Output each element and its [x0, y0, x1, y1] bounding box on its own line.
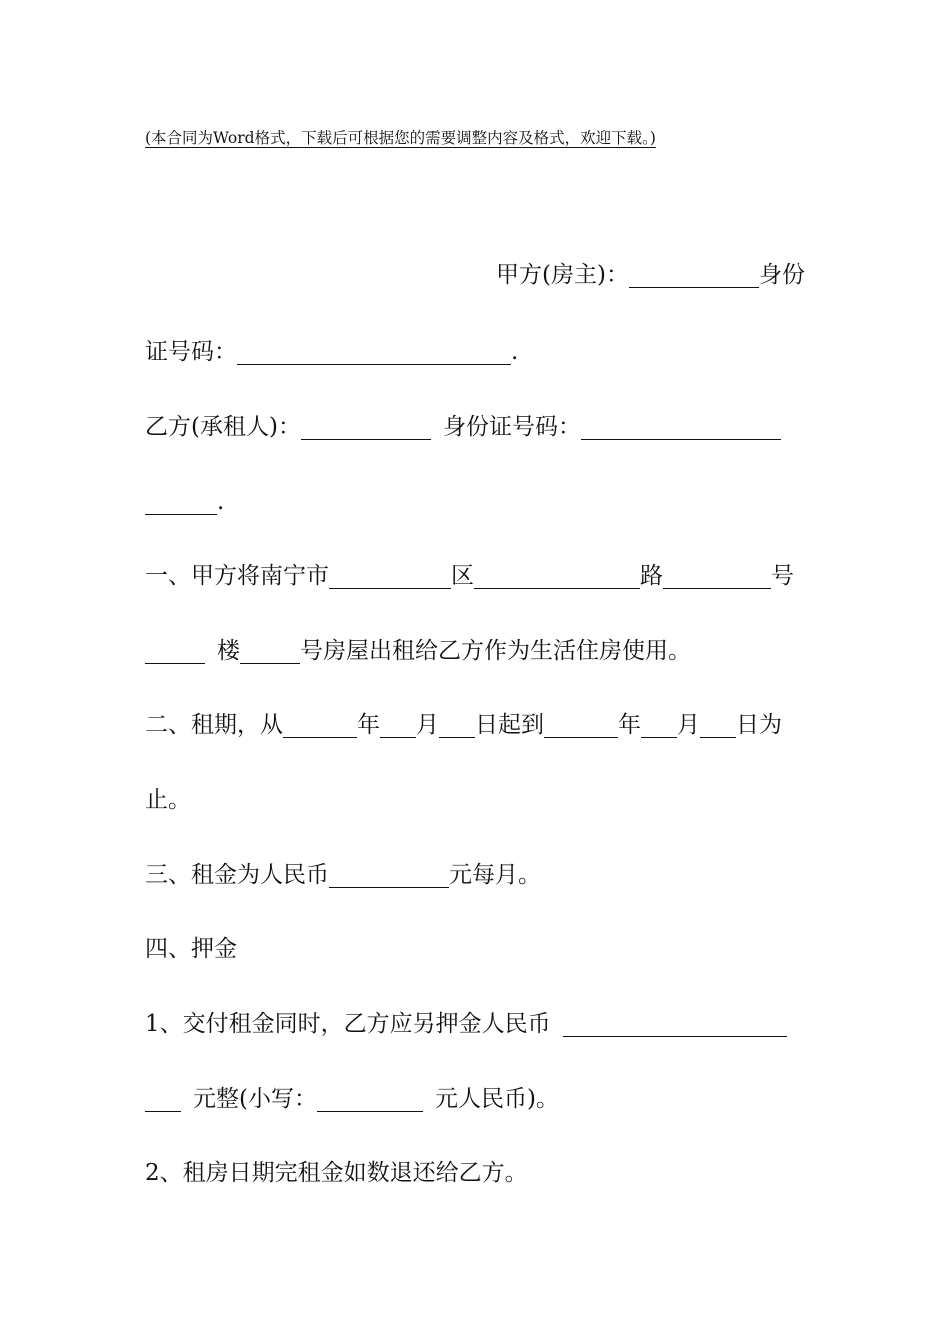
party-b-id-label: 身份证号码：: [442, 414, 581, 440]
clause-4-title: [145, 932, 810, 966]
deposit-amount-blank-2[interactable]: [145, 1087, 181, 1112]
party-a-id-blank[interactable]: [237, 340, 511, 365]
party-a-id-label-2: 证号码：: [145, 339, 237, 365]
clause-2-year: 年: [357, 712, 380, 738]
party-a-end: .: [511, 339, 519, 365]
building-blank[interactable]: [145, 639, 205, 664]
clause-4-item-1-mid: 元整(小写：: [193, 1086, 317, 1112]
road-blank[interactable]: [474, 564, 640, 589]
clause-2-line-1: [145, 708, 810, 742]
rent-amount-blank[interactable]: [329, 863, 449, 888]
clause-1-line-1: [145, 559, 810, 593]
room-blank[interactable]: [240, 639, 300, 664]
start-day-blank[interactable]: [439, 713, 475, 738]
start-year-blank[interactable]: [283, 713, 357, 738]
clause-4-item-2-line: [145, 1156, 810, 1190]
end-month-blank[interactable]: [641, 713, 677, 738]
header-note: (本合同为Word格式，下载后可根据您的需要调整内容及格式，欢迎下载。): [145, 129, 656, 147]
clause-4-item-2: 2、租房日期完租金如数退还给乙方。: [145, 1160, 528, 1186]
clause-2-month: 月: [416, 712, 439, 738]
clause-3-line: [145, 858, 810, 892]
deposit-amount-blank-1[interactable]: [563, 1012, 787, 1037]
clause-2-prefix: 二、租期，从: [145, 712, 283, 738]
clause-3-suffix: 元每月。: [449, 862, 541, 888]
party-b-id-blank-2[interactable]: [145, 490, 217, 515]
party-a-id-line: [145, 335, 810, 369]
clause-4-item-1-line-2: [145, 1082, 810, 1116]
party-b-name-blank[interactable]: [301, 415, 431, 440]
clause-4-title-text: 四、押金: [145, 936, 237, 962]
clause-1-line-2: [145, 634, 810, 668]
clause-2-day-to: 日为: [736, 712, 782, 738]
party-a-name-blank[interactable]: [629, 263, 759, 288]
clause-1-building: 楼: [217, 638, 240, 664]
clause-1-number: 号: [771, 563, 794, 589]
end-day-blank[interactable]: [700, 713, 736, 738]
clause-1-room-text: 号房屋出租给乙方作为生活住房使用。: [300, 638, 691, 664]
end-year-blank[interactable]: [544, 713, 618, 738]
number-blank[interactable]: [663, 564, 771, 589]
clause-1-district: 区: [451, 563, 474, 589]
clause-4-item-1-end: 元人民币)。: [434, 1086, 559, 1112]
party-b-id-blank-1[interactable]: [581, 415, 781, 440]
party-b-id-cont-line: [145, 485, 810, 519]
party-a-label: 甲方(房主)：: [496, 262, 629, 288]
clause-2-line-2: [145, 783, 810, 817]
clause-4-item-1-line-1: [145, 1007, 810, 1041]
clause-3-prefix: 三、租金为人民币: [145, 862, 329, 888]
party-a-line: [496, 258, 805, 292]
city-district-blank[interactable]: [329, 564, 451, 589]
start-month-blank[interactable]: [380, 713, 416, 738]
party-b-end: .: [217, 489, 225, 515]
party-a-id-label-1: 身份: [759, 262, 805, 288]
clause-2-day-from: 日起到: [475, 712, 544, 738]
clause-2-month2: 月: [677, 712, 700, 738]
clause-1-prefix: 一、甲方将南宁市: [145, 563, 329, 589]
clause-2-end: 止。: [145, 787, 191, 813]
party-b-line: [145, 410, 810, 444]
clause-1-road: 路: [640, 563, 663, 589]
clause-4-item-1-prefix: 1、交付租金同时，乙方应另押金人民币: [145, 1011, 551, 1037]
clause-2-year2: 年: [618, 712, 641, 738]
party-b-label: 乙方(承租人)：: [145, 414, 301, 440]
deposit-lowercase-blank[interactable]: [317, 1087, 423, 1112]
